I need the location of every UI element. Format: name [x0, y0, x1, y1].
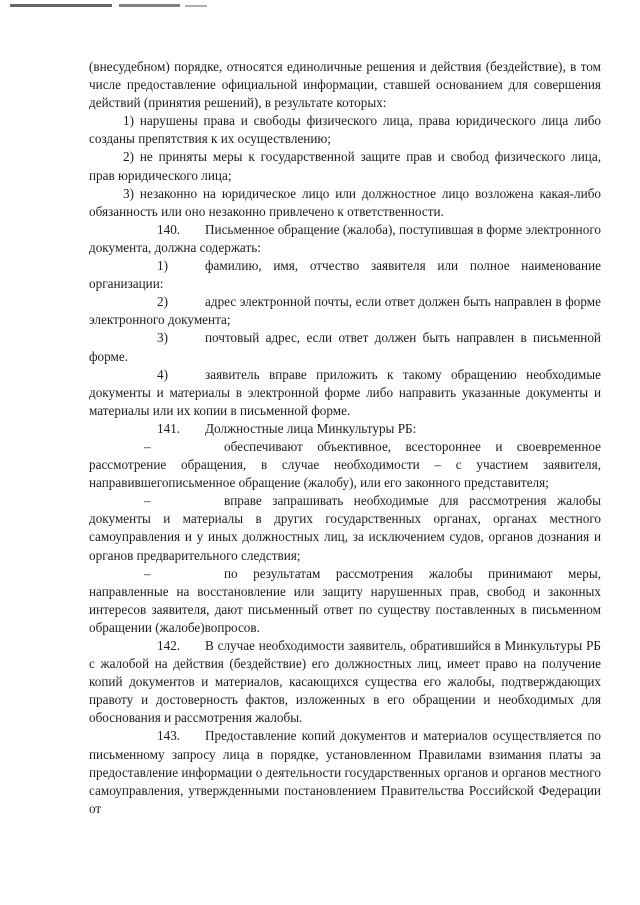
section-paragraph: [89, 221, 601, 257]
scan-artifact: [10, 4, 180, 7]
paragraph-text: по результатам рассмотрения жалобы принимают меры, направленные на восстановление или защиту нарушенных прав, свобод и законных интересов заявителя, дают письменный ответ по существу поставленных в письменном обращении (жалобе)вопросов.: [89, 565, 601, 635]
paragraph-text: заявитель вправе приложить к такому обращению необходимые документы и материалы в электронной форме либо направить указанные документы и материалы или их копии в письменной форме.: [89, 366, 601, 418]
section-paragraph: [89, 727, 601, 817]
list-item: [89, 366, 601, 420]
paragraph-text: вправе запрашивать необходимые для рассмотрения жалобы документы и материалы в других государственных органах, органах местного самоуправления и у иных должностных лиц, за исключением судов, органов дознания и органов предварительного следствия;: [89, 493, 601, 563]
section-number: 142.: [157, 638, 181, 653]
item-number: 2): [157, 294, 168, 310]
paragraph-text: почтовый адрес, если ответ должен быть направлен в письменной форме.: [89, 330, 601, 364]
paragraph-text: фамилию, имя, отчество заявителя или полное наименование организации:: [89, 258, 601, 292]
paragraph: [89, 58, 601, 112]
item-number: 1): [157, 258, 168, 274]
document-body: [89, 58, 601, 818]
dash-item: [89, 438, 601, 492]
paragraph-text: 2) не приняты меры к государственной защите прав и свобод физического лица, прав юридического лица;: [89, 149, 601, 183]
item-number: 3): [157, 330, 168, 346]
item-number: 4): [157, 366, 168, 382]
paragraph: [89, 112, 601, 148]
scan-artifact: [185, 5, 207, 7]
dash-item: [89, 492, 601, 564]
paragraph-text: Письменное обращение (жалоба), поступившая в форме электронного документа, должна содержать:: [89, 221, 601, 255]
paragraph-text: 1) нарушены права и свободы физического лица, права юридического лица либо созданы препятствия к их осуществлению;: [89, 113, 601, 147]
paragraph-text: В случае необходимости заявитель, обратившийся в Минкультуры РБ с жалобой на действия (бездействие) его должностных лиц, имеет право на получение копий документов и материалов, касающихся существа его жалобы, подтверждающих правоту и достоверность фактов, изложенных в его обращении и необходимых для обоснования и рассмотрения жалобы.: [89, 638, 601, 726]
paragraph-text: Должностные лица Минкультуры РБ:: [205, 420, 417, 436]
section-paragraph: [89, 637, 601, 727]
paragraph: [89, 185, 601, 221]
paragraph-text: 3) незаконно на юридическое лицо или должностное лицо возложена какая-либо обязанность или оно незаконно привлечено к ответственности.: [89, 185, 601, 219]
paragraph-text: (внесудебном) порядке, относятся единоличные решения и действия (бездействие), в том числе предоставление официальной информации, ставшей основанием для совершения действий (принятия решений), в результате которых:: [89, 59, 601, 111]
dash-marker: –: [144, 438, 151, 454]
list-item: [89, 293, 601, 329]
dash-item: [89, 565, 601, 637]
section-number: 140.: [157, 221, 181, 237]
section-number: 141.: [157, 420, 181, 436]
paragraph-text: адрес электронной почты, если ответ должен быть направлен в форме электронного документа;: [89, 294, 601, 328]
section-paragraph: [89, 420, 601, 438]
dash-marker: –: [144, 565, 151, 581]
list-item: [89, 329, 601, 365]
paragraph-text: обеспечивают объективное, всестороннее и своевременное рассмотрение обращения, в случае необходимости – с участием заявителя, направившегописьменное обращение (жалобу), или его законного представителя;: [89, 438, 601, 491]
list-item: [89, 257, 601, 293]
dash-marker: –: [144, 493, 151, 509]
paragraph-text: Предоставление копий документов и материалов осуществляется по письменному запросу лица в порядке, установленном Правилами взимания платы за предоставление информации о деятельности государственных органов и органов местного самоуправления, утвержденными постановлением Правительства Российской Федерации от: [89, 728, 601, 816]
section-number: 143.: [157, 728, 181, 744]
paragraph: [89, 148, 601, 184]
